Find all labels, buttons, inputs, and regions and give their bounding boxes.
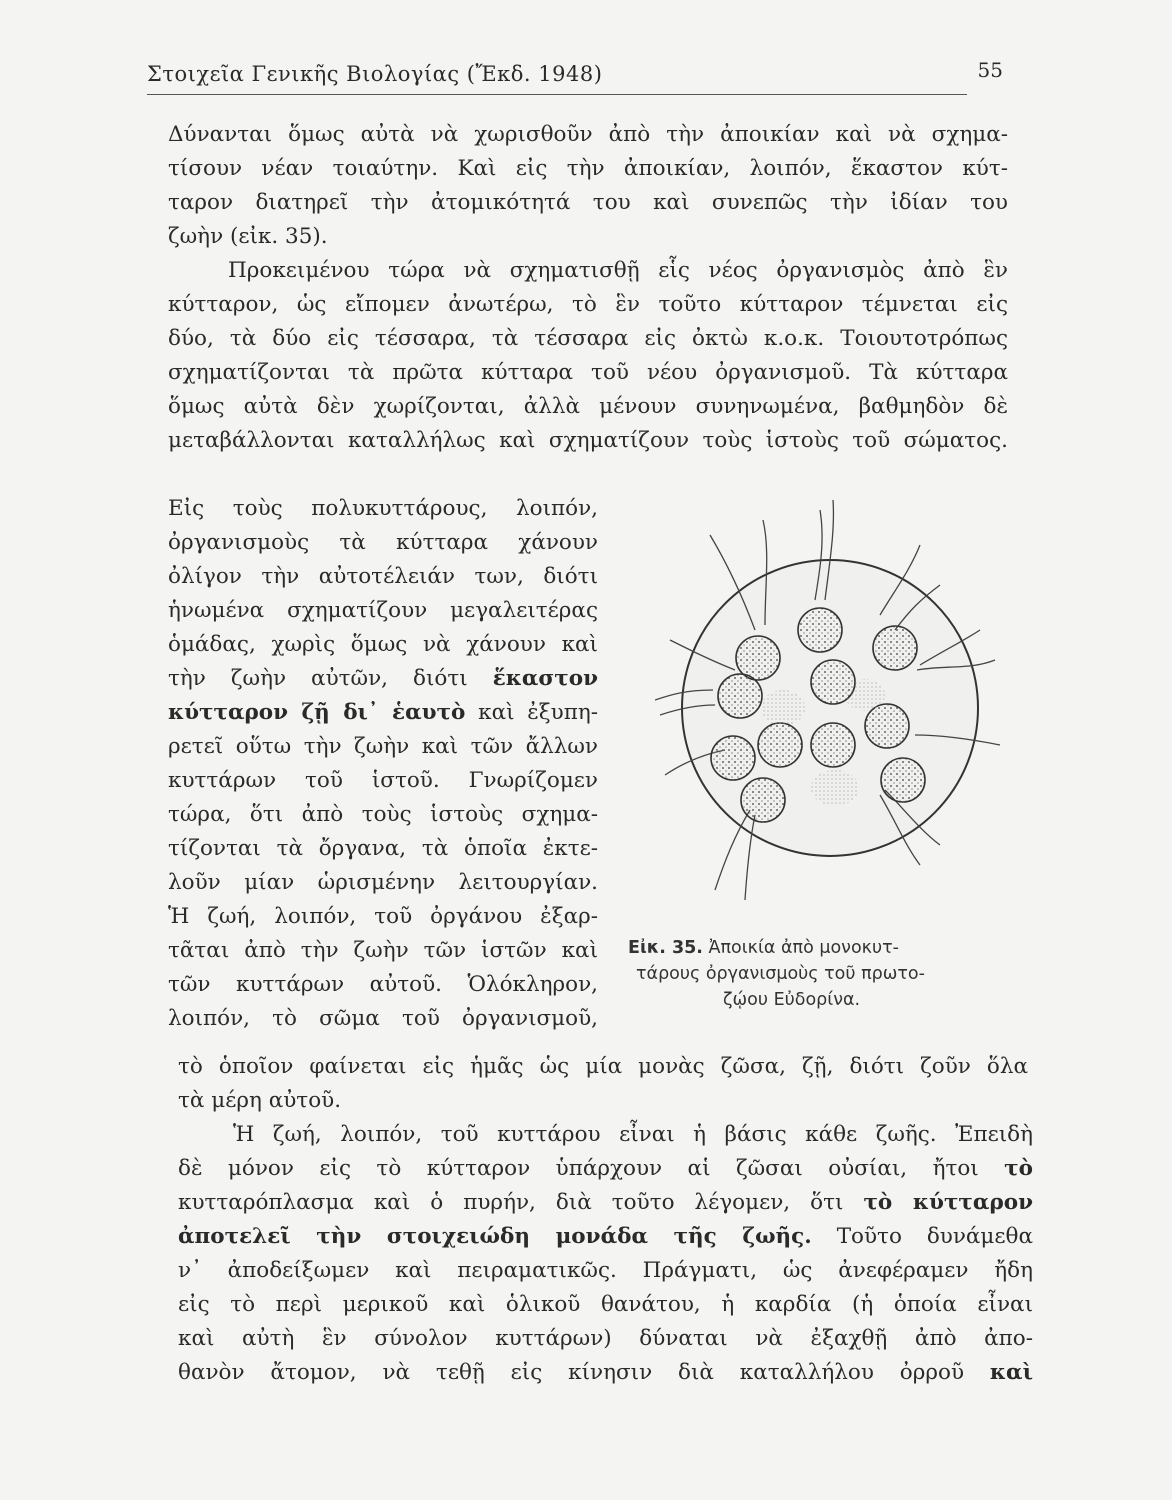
text-line: τώρα, ὅτι ἀπὸ τοὺς ἱστοὺς σχημα- xyxy=(168,802,598,827)
text-line: σχηματίζονται τὰ πρῶτα κύτταρα τοῦ νέου ὀργανισμοῦ. Τὰ κύτταρα xyxy=(168,360,1008,385)
caption-line: τάρους ὀργανισμοὺς τοῦ πρωτο- xyxy=(636,964,925,984)
text-line: τῶν κυττάρων αὐτοῦ. Ὁλόκληρον, xyxy=(168,972,598,997)
text-line: τὸ ὁποῖον φαίνεται εἰς ἡμᾶς ὡς μία μονὰς ζῶσα, ζῇ, διότι ζοῦν ὅλα xyxy=(178,1054,1028,1079)
caption-line: ζῴου Εὐδορίνα. xyxy=(723,990,861,1010)
text-line: τᾶται ἀπὸ τὴν ζωὴν τῶν ἱστῶν καὶ xyxy=(168,938,598,963)
text-line: ταρον διατηρεῖ τὴν ἀτομικότητά του καὶ συνεπῶς τὴν ἰδίαν του xyxy=(168,190,1008,215)
text-line: κυττάρων τοῦ ἱστοῦ. Γνωρίζομεν xyxy=(168,768,598,793)
text-line xyxy=(178,1356,1033,1390)
text-span: κυτταρόπλασμα καὶ ὁ πυρήν, διὰ τοῦτο λέγομεν, ὅτι xyxy=(178,1190,844,1215)
text-line xyxy=(178,1220,1033,1254)
text-line: Δύνανται ὅμως αὐτὰ νὰ χωρισθοῦν ἀπὸ τὴν ἀποικίαν καὶ νὰ σχημα- xyxy=(168,122,1008,147)
eudorina-colony-illustration xyxy=(655,490,1025,930)
text-span: θανὸν ἄτομον, νὰ τεθῇ εἰς κίνησιν διὰ καταλλήλου ὀρροῦ xyxy=(178,1360,965,1385)
text-line: τὰ μέρη αὐτοῦ. xyxy=(178,1088,342,1113)
text-line: Προκειμένου τώρα νὰ σχηματισθῇ εἷς νέος ὀργανισμὸς ἀπὸ ἓν xyxy=(228,258,1008,283)
text-line: ἡνωμένα σχηματίζουν μεγαλειτέρας xyxy=(168,598,598,623)
text-line: τίζονται τὰ ὄργανα, τὰ ὁποῖα ἐκτε- xyxy=(168,836,598,861)
text-line: τίσουν νέαν τοιαύτην. Καὶ εἰς τὴν ἀποικίαν, λοιπόν, ἕκαστον κύτ- xyxy=(168,156,1008,181)
running-title: Στοιχεῖα Γενικῆς Βιολογίας (Ἔκδ. 1948) xyxy=(147,62,603,86)
text-span: δὲ μόνον εἰς τὸ κύτταρον ὑπάρχουν αἱ ζῶσαι οὐσίαι, ἤτοι xyxy=(178,1156,979,1181)
page-header xyxy=(147,58,1007,96)
text-line: ὅμως αὐτὰ δὲν χωρίζονται, ἀλλὰ μένουν συνηνωμένα, βαθμηδὸν δὲ xyxy=(168,394,1008,419)
text-line: καὶ αὐτὴ ἓν σύνολον κυττάρων) δύναται νὰ ἐξαχθῇ ἀπὸ ἀπο- xyxy=(178,1326,1033,1351)
page-number: 55 xyxy=(977,58,1003,82)
paragraph-2-end xyxy=(178,1050,1028,1118)
paragraph-2-narrow xyxy=(168,492,598,1036)
text-span: Τοῦτο δυνάμεθα xyxy=(836,1224,1033,1249)
paragraph-2 xyxy=(168,254,1008,458)
text-line: ὀργανισμοὺς τὰ κύτταρα χάνουν xyxy=(168,530,598,555)
text-line: λοῦν μίαν ὡρισμένην λειτουργίαν. xyxy=(168,870,598,895)
text-span: καὶ ἐξυπη- xyxy=(478,700,598,725)
bold-span: τὸ κύτταρον xyxy=(863,1190,1033,1215)
text-line: ζωὴν (εἰκ. 35). xyxy=(168,224,328,249)
text-line: Ἡ ζωή, λοιπόν, τοῦ κυττάρου εἶναι ἡ βάσις κάθε ζωῆς. Ἐπειδὴ xyxy=(233,1122,1033,1147)
text-line: δύο, τὰ δύο εἰς τέσσαρα, τὰ τέσσαρα εἰς ὀκτὼ κ.ο.κ. Τοιουτοτρόπως xyxy=(168,326,1008,351)
text-line xyxy=(178,1152,1033,1186)
bold-span: κύτταρον ζῇ δι᾽ ἑαυτὸ xyxy=(168,700,466,725)
bold-span: καὶ xyxy=(989,1360,1033,1385)
caption-line xyxy=(628,935,1028,961)
text-span: τὴν ζωὴν αὐτῶν, διότι xyxy=(168,666,468,691)
paragraph-3 xyxy=(178,1118,1033,1390)
figure-caption xyxy=(628,935,1028,1013)
paragraph-1 xyxy=(168,118,1008,254)
text-line: ρετεῖ οὕτω τὴν ζωὴν καὶ τῶν ἄλλων xyxy=(168,734,598,759)
text-line: ὀλίγον τὴν αὐτοτέλειάν των, διότι xyxy=(168,564,598,589)
text-line: μεταβάλλονται καταλλήλως καὶ σχηματίζουν τοὺς ἱστοὺς τοῦ σώματος. xyxy=(168,428,1008,453)
caption-label: Εἰκ. 35. xyxy=(628,938,703,958)
caption-text: Ἀποικία ἀπὸ μονοκυτ- xyxy=(708,938,899,958)
text-line: ν᾽ ἀποδείξωμεν καὶ πειραματικῶς. Πράγματι, ὡς ἀνεφέραμεν ἤδη xyxy=(178,1258,1033,1283)
text-line xyxy=(168,696,598,730)
text-line: Ἡ ζωή, λοιπόν, τοῦ ὀργάνου ἐξαρ- xyxy=(168,904,598,929)
header-rule xyxy=(147,94,967,95)
text-line: ὁμάδας, χωρὶς ὅμως νὰ χάνουν καὶ xyxy=(168,632,598,657)
bold-span: ἀποτελεῖ τὴν στοιχειώδη μονάδα τῆς ζωῆς. xyxy=(178,1224,812,1249)
text-line: εἰς τὸ περὶ μερικοῦ καὶ ὁλικοῦ θανάτου, ἡ καρδία (ἡ ὁποία εἶναι xyxy=(178,1292,1033,1317)
text-line: κύτταρον, ὡς εἴπομεν ἀνωτέρω, τὸ ἓν τοῦτο κύτταρον τέμνεται εἰς xyxy=(168,292,1008,317)
bold-span: ἕκαστον xyxy=(492,666,599,691)
text-line: λοιπόν, τὸ σῶμα τοῦ ὀργανισμοῦ, xyxy=(168,1006,598,1031)
bold-span: τὸ xyxy=(1004,1156,1033,1181)
text-line xyxy=(168,662,598,696)
text-line xyxy=(178,1186,1033,1220)
text-line: Εἰς τοὺς πολυκυττάρους, λοιπόν, xyxy=(168,496,598,521)
